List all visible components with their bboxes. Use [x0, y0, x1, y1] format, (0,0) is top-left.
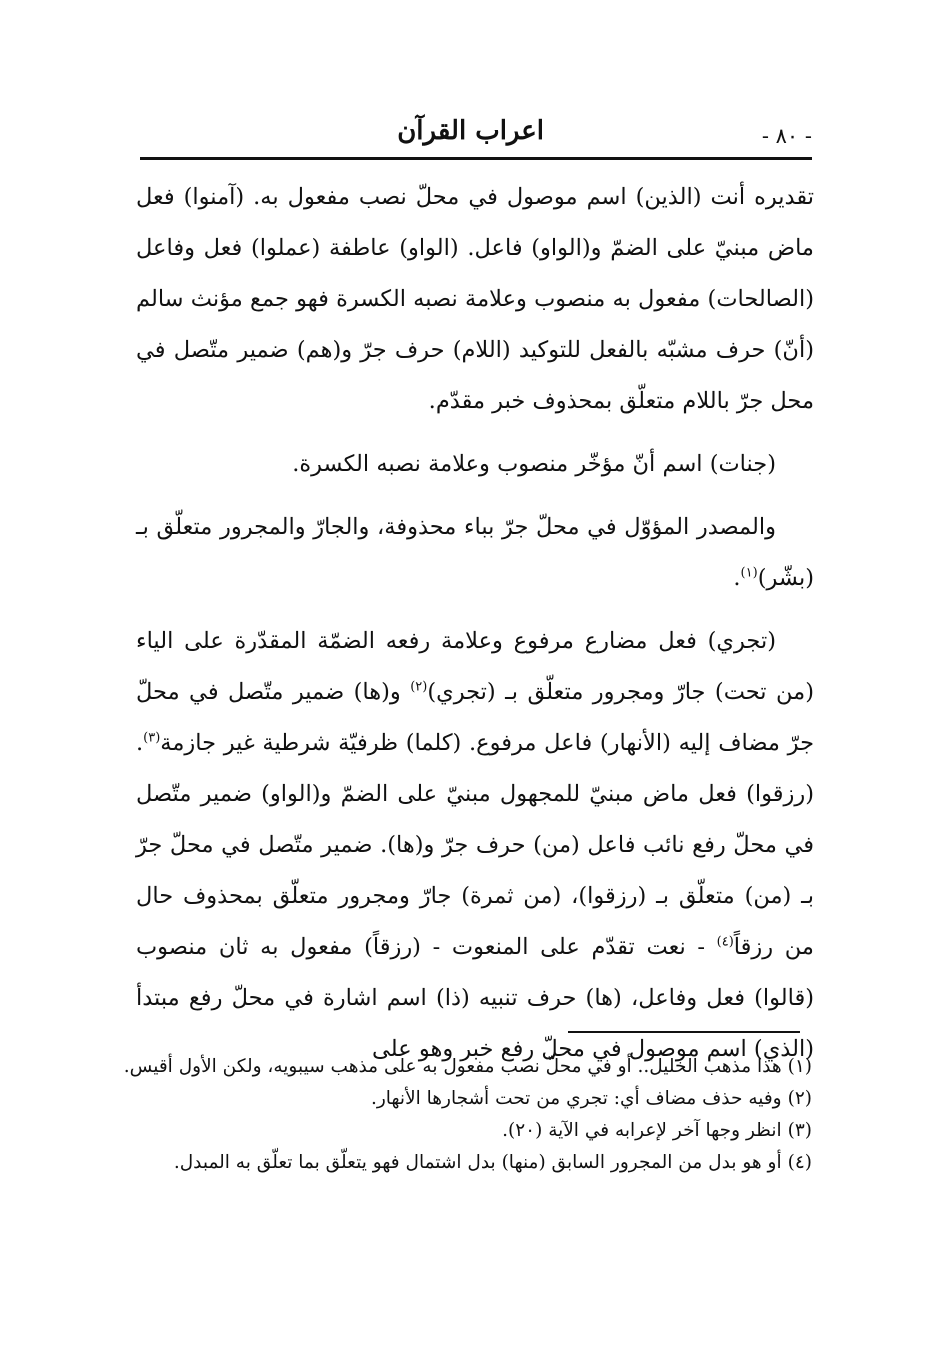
- footnote-ref-3[interactable]: (٣): [143, 730, 161, 746]
- footnote-text: أو هو بدل من المجرور السابق (منها) بدل اشتمال فهو يتعلّق بما تعلّق به المبدل.: [173, 1152, 782, 1173]
- footnote-3: [122, 1116, 812, 1146]
- footnote-ref-1[interactable]: (١): [740, 565, 758, 581]
- paragraph-1: تقديره أنت (الذين) اسم موصول في محلّ نصب مفعول به. (آمنوا) فعل ماض مبنيّ على الضمّ و(الواو) فاعل. (الواو) عاطفة (عملوا) فعل وفاعل (الصالحات) مفعول به منصوب وعلامة نصبه الكسرة فهو جمع مؤنث سالم (أنّ) حرف مشبّه بالفعل للتوكيد (اللام) حرف جرّ و(هم) ضمير متّصل في محل جرّ باللام متعلّق بمحذوف خبر مقدّم.: [136, 184, 814, 414]
- footnote-number: (١): [787, 1056, 812, 1077]
- paragraph-2: (جنات) اسم أنّ مؤخّر منصوب وعلامة نصبه الكسرة.: [292, 451, 776, 477]
- paragraph-3: [136, 502, 814, 604]
- paragraph-4: [136, 616, 814, 1075]
- paragraph-4-text-c: . (رزقوا) فعل ماض مبنيّ للمجهول مبنيّ على الضمّ و(الواو) ضمير متّصل في محلّ رفع نائب فاعل (من) حرف جرّ و(ها). ضمير متّصل في محلّ جرّ بـ (من) متعلّق بـ (رزقوا)، (من ثمرة) جارّ ومجرور متعلّق بمحذوف حال من رزقاً: [136, 730, 814, 960]
- footnote-2: [122, 1084, 812, 1114]
- footnote-ref-4[interactable]: (٤): [716, 934, 734, 950]
- body-text: [136, 172, 814, 1075]
- paragraph-4-text-b: و(ها) ضمير متّصل في محلّ جرّ مضاف إليه (الأنهار) فاعل مرفوع. (كلما) ظرفيّة شرطية غير جازمة: [136, 679, 814, 756]
- footnote-4: [122, 1148, 812, 1178]
- footnote-text: انظر وجها آخر لإعرابه في الآية (٢٠).: [502, 1120, 782, 1141]
- header-rule: [140, 157, 812, 160]
- footnote-1: [122, 1052, 812, 1082]
- paragraph-4-text-d: - نعت تقدّم على المنعوت - (رزقاً) مفعول به ثان منصوب (قالوا) فعل وفاعل، (ها) حرف تنبيه (ذا) اسم اشارة في محلّ رفع مبتدأ (الذي) اسم موصول في محلّ رفع خبر وهو على: [136, 934, 814, 1062]
- footnote-number: (٣): [787, 1120, 812, 1141]
- footnote-number: (٢): [787, 1088, 812, 1109]
- page-header: [140, 110, 812, 158]
- footnote-ref-2[interactable]: (٢): [410, 679, 428, 695]
- paragraph-3-text: والمصدر المؤوّل في محلّ جرّ بباء محذوفة، والجارّ والمجرور متعلّق بـ (بشّر): [136, 514, 814, 591]
- page-title: اعراب القرآن: [397, 116, 544, 146]
- paragraph-4-text-a: (تجري) فعل مضارع مرفوع وعلامة رفعه الضمّة المقدّرة على الياء (من تحت) جارّ ومجرور متعلّق بـ (تجري): [136, 628, 814, 705]
- footnotes: [122, 1052, 812, 1180]
- footnote-separator: [568, 1031, 800, 1033]
- paragraph-3-end: .: [733, 565, 741, 591]
- footnote-number: (٤): [787, 1152, 812, 1173]
- footnote-text: وفيه حذف مضاف أي: تجري من تحت أشجارها الأنهار.: [370, 1088, 782, 1109]
- footnote-text: هذا مذهب الخليل.. أو في محلّ نصب مفعول به على مذهب سيبويه، ولكن الأول أقيس.: [123, 1056, 782, 1077]
- page-number: - ٨٠ -: [761, 124, 812, 148]
